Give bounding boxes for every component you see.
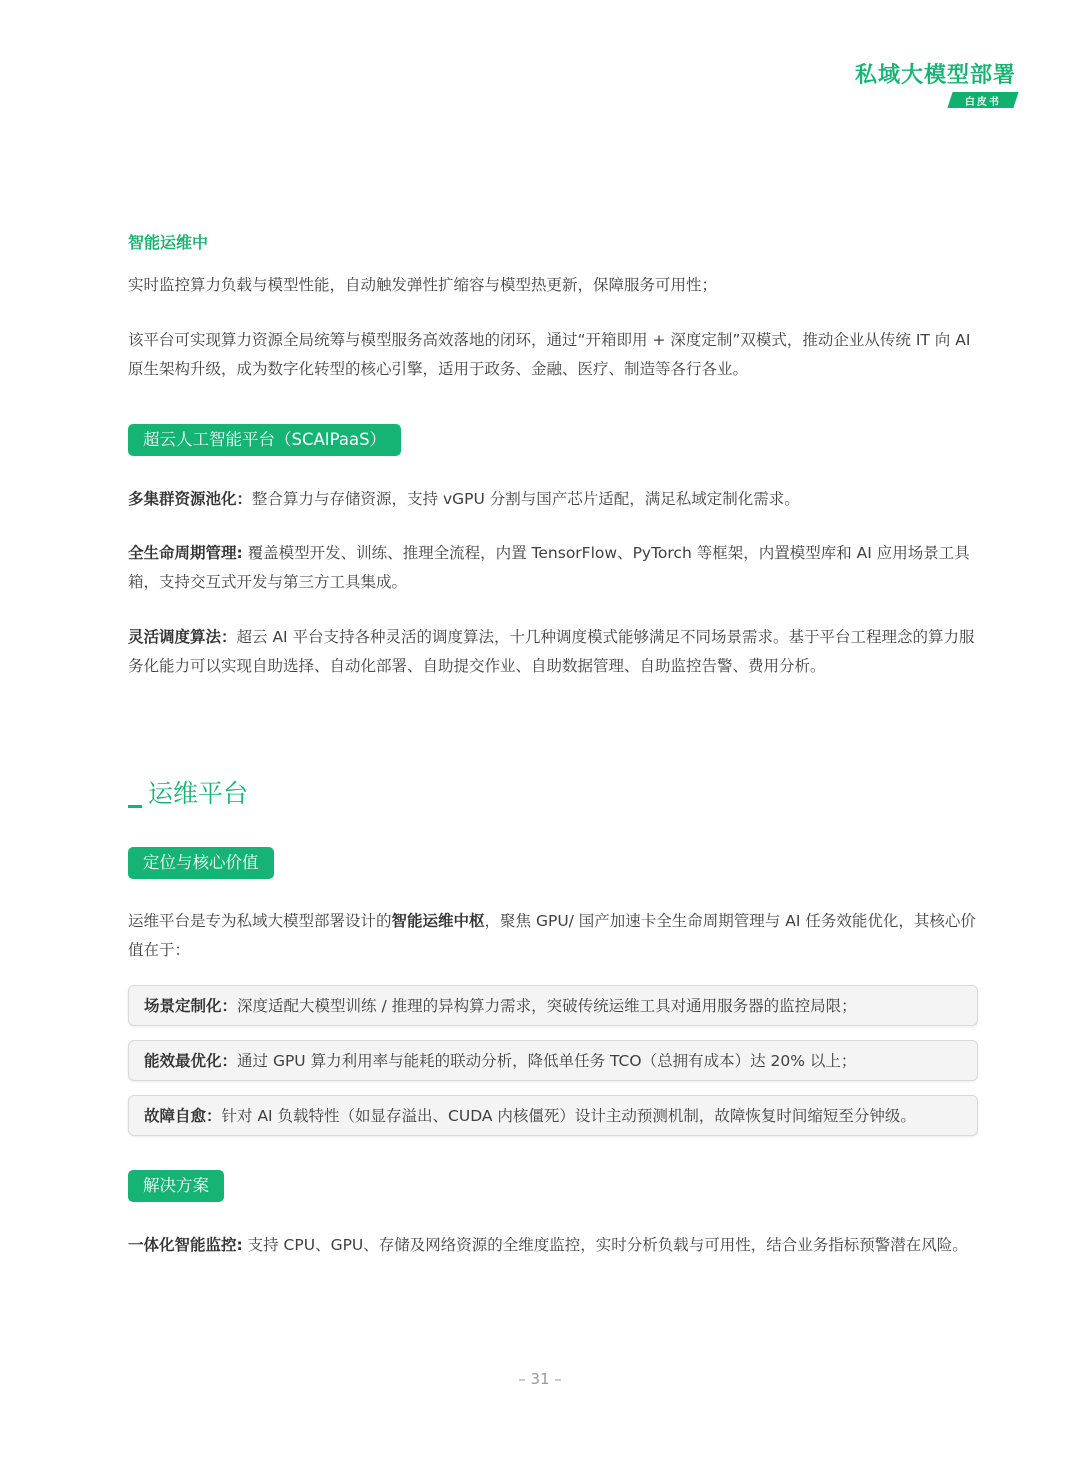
section-label: 智能运维中 — [128, 233, 209, 252]
logo-subtitle: 白皮书 — [965, 96, 1001, 108]
card-text: 针对 AI 负载特性（如显存溢出、CUDA 内核僵死）设计主动预测机制，故障恢复时间缩短至分钟级。 — [221, 1107, 916, 1125]
header-logo — [856, 58, 1016, 114]
item-text: 覆盖模型开发、训练、推理全流程，内置 TensorFlow、PyTorch 等框架，内置模型库和 AI 应用场景工具箱，支持交互式开发与第三方工具集成。 — [128, 544, 970, 591]
value-card — [128, 1040, 978, 1081]
card-text: 通过 GPU 算力利用率与能耗的联动分析，降低单任务 TCO（总拥有成本）达 20% 以上； — [237, 1052, 857, 1070]
section1-para2 — [128, 326, 980, 384]
item-title: 多集群资源池化： — [128, 490, 253, 508]
logo-title: 私域大模型部署 — [854, 63, 1016, 88]
card-title: 场景定制化： — [144, 997, 238, 1015]
intro-post: ，聚焦 GPU/ 国产加速卡全生命周期管理与 AI 任务效能优化，其核心价值在于： — [128, 912, 976, 959]
paragraph — [128, 623, 980, 681]
page-number: – 31 – — [518, 1370, 562, 1388]
paragraph — [128, 907, 980, 965]
paragraph — [128, 1231, 980, 1260]
paragraph: 该平台可实现算力资源全局统筹与模型服务高效落地的闭环，通过“开箱即用 + 深度定制”双模式，推动企业从传统 IT 向 AI 原生架构升级，成为数字化转型的核心引擎，适用于政务、金融、医疗、制造等各行各业。 — [128, 331, 971, 378]
scai-pill: 超云人工智能平台（SCAIPaaS） — [128, 424, 401, 456]
value-card — [128, 985, 978, 1026]
item-title: 一体化智能监控: — [128, 1236, 243, 1254]
scai-item — [128, 623, 980, 681]
item-title: 全生命周期管理: — [128, 544, 243, 562]
logo-subtitle-badge — [947, 92, 1018, 108]
item-text: 支持 CPU、GPU、存储及网络资源的全维度监控，实时分析负载与可用性，结合业务指标预警潜在风险。 — [242, 1236, 968, 1254]
scai-item — [128, 539, 980, 597]
heading-bar — [128, 805, 142, 808]
paragraph: 实时监控算力负载与模型性能，自动触发弹性扩缩容与模型热更新，保障服务可用性； — [128, 276, 718, 294]
solution-item — [128, 1231, 980, 1260]
section-heading — [128, 774, 248, 810]
card-title: 能效最优化： — [144, 1052, 238, 1070]
ops-pill-solution: 解决方案 — [128, 1170, 224, 1202]
paragraph — [128, 539, 980, 597]
paragraph — [128, 485, 980, 514]
item-title: 灵活调度算法： — [128, 628, 237, 646]
heading-text: 运维平台 — [148, 779, 249, 808]
item-text: 超云 AI 平台支持各种灵活的调度算法，十几种调度模式能够满足不同场景需求。基于平台工程理念的算力服务化能力可以实现自助选择、自动化部署、自助提交作业、自助数据管理、自助监控告警、费用分析。 — [128, 628, 975, 675]
ops-pill-value: 定位与核心价值 — [128, 847, 274, 879]
value-card — [128, 1095, 978, 1136]
intro-bold: 智能运维中枢 — [391, 912, 485, 930]
section1-line1 — [128, 271, 980, 300]
scai-item — [128, 485, 980, 514]
item-text: 整合算力与存储资源，支持 vGPU 分割与国产芯片适配，满足私域定制化需求。 — [252, 490, 800, 508]
intro-pre: 运维平台是专为私域大模型部署设计的 — [128, 912, 392, 930]
ops-intro — [128, 907, 980, 965]
card-text: 深度适配大模型训练 / 推理的异构算力需求，突破传统运维工具对通用服务器的监控局限； — [237, 997, 857, 1015]
card-title: 故障自愈： — [144, 1107, 222, 1125]
